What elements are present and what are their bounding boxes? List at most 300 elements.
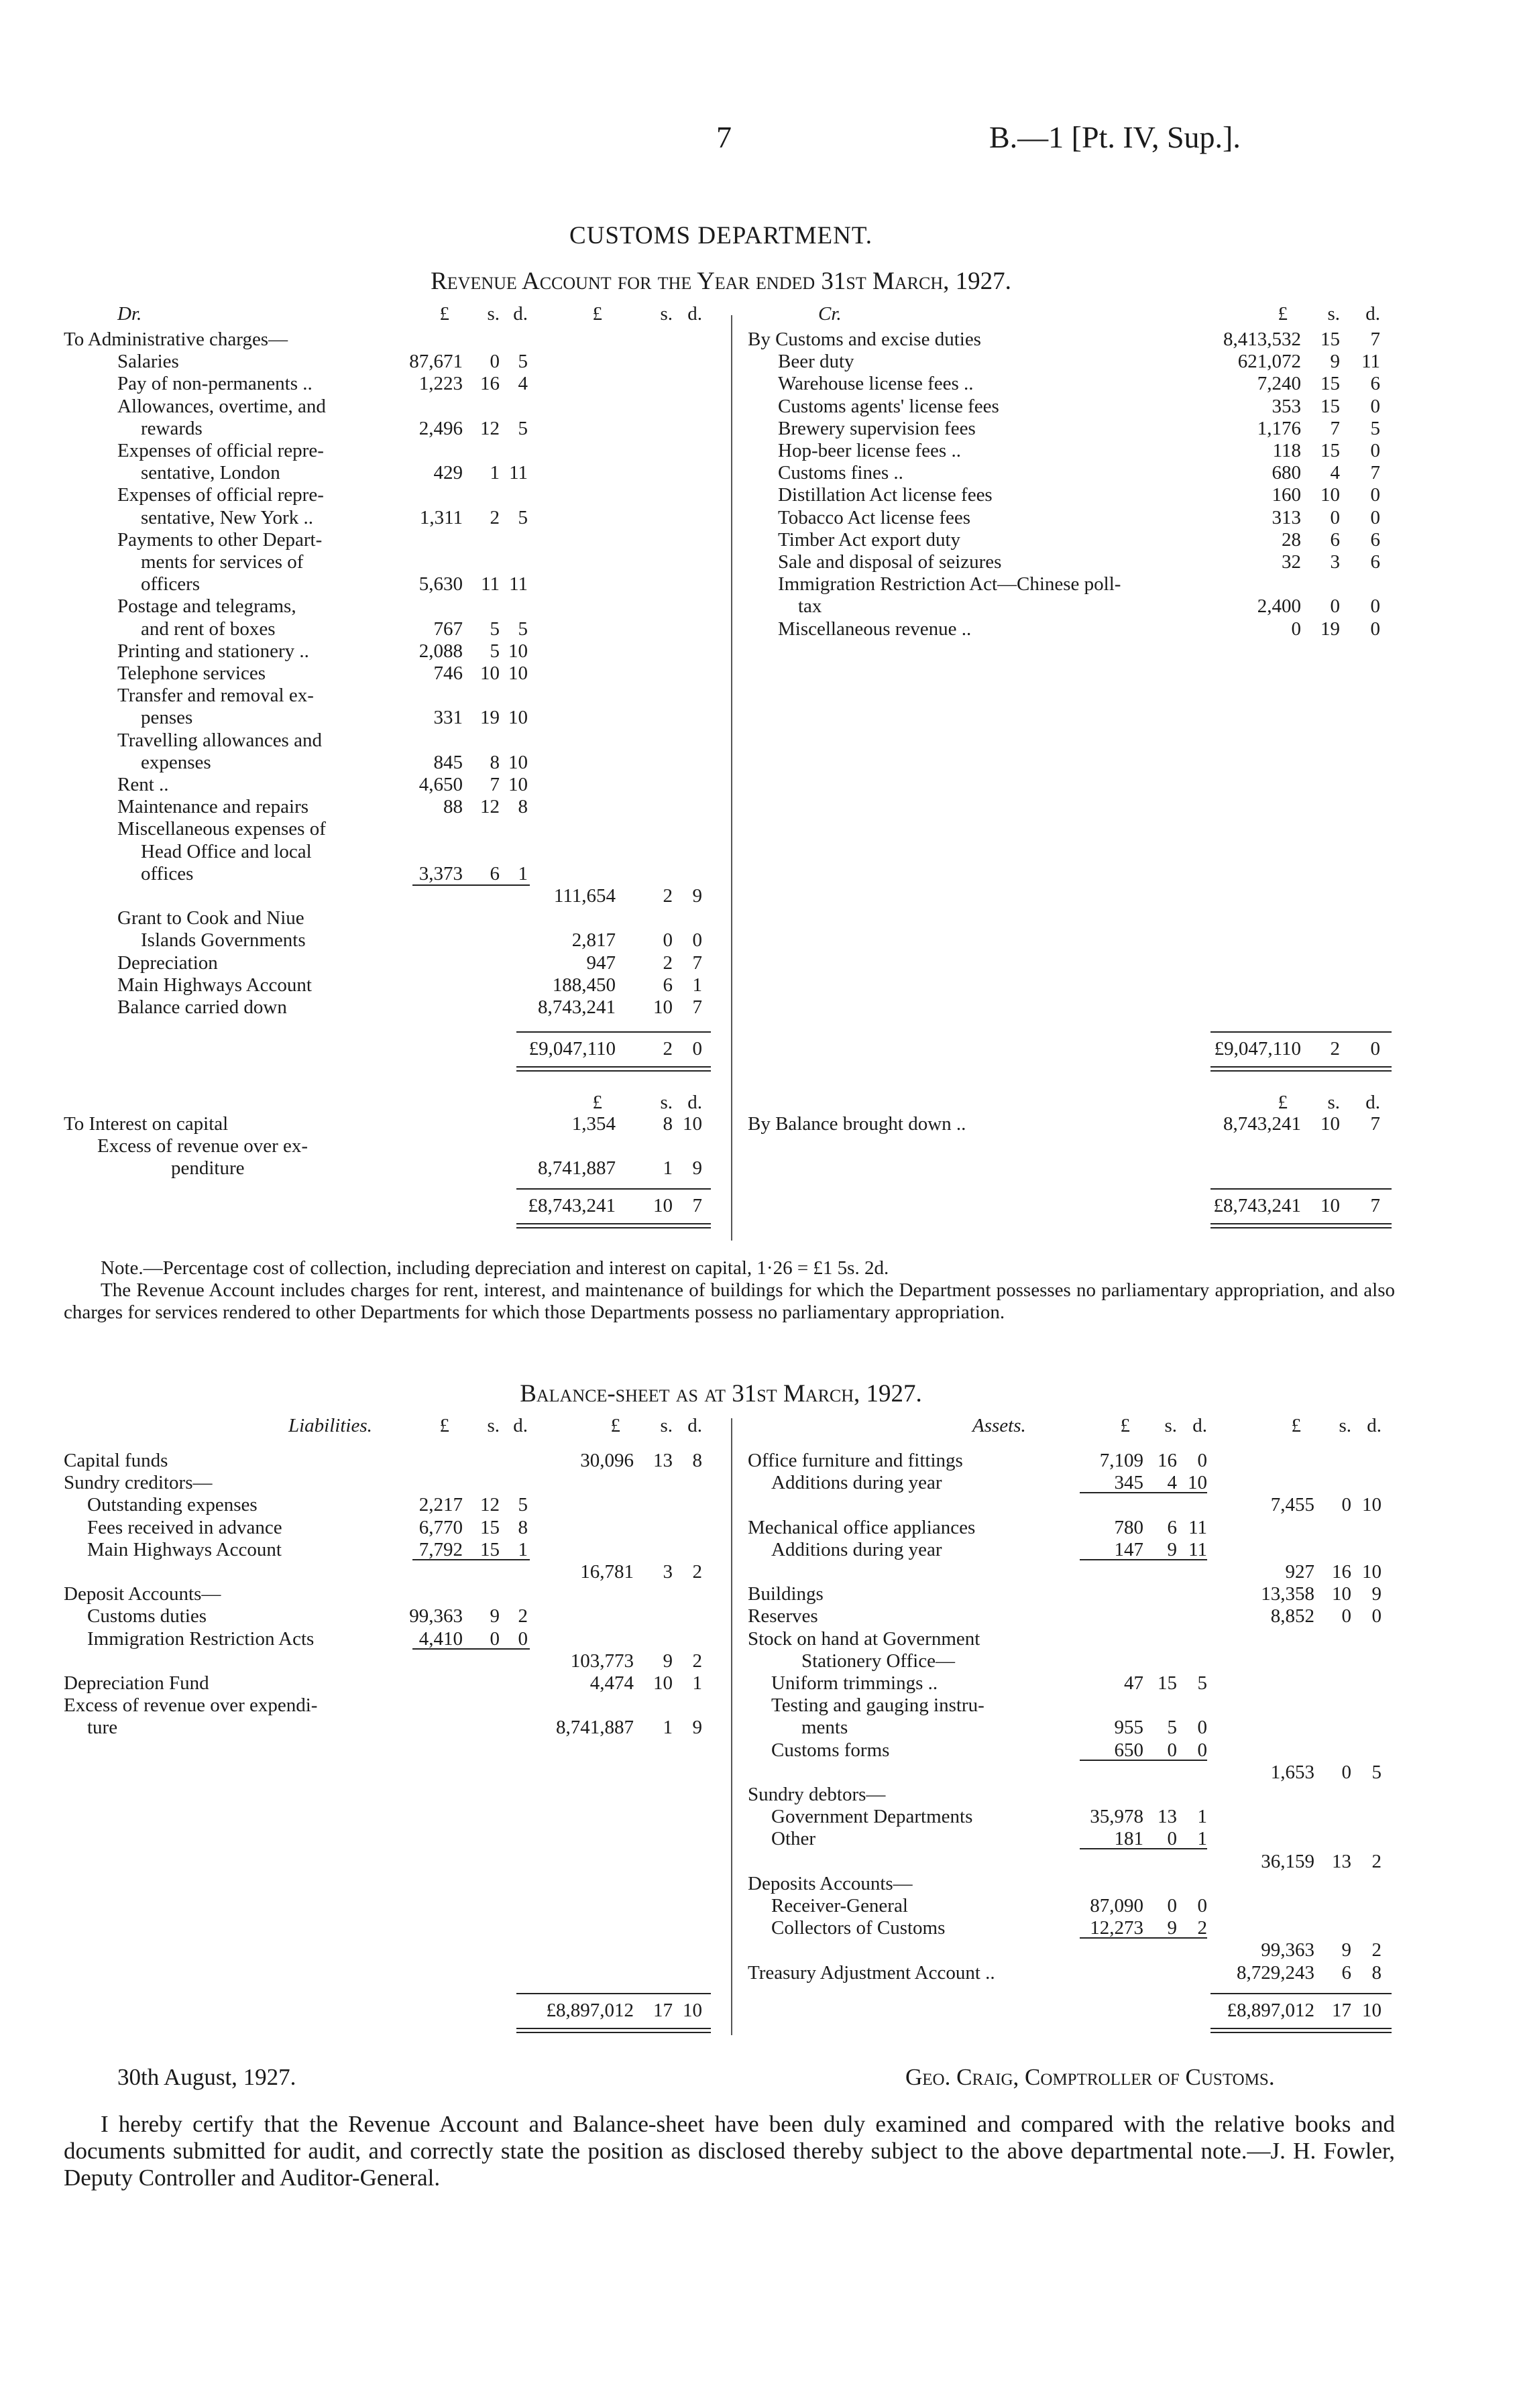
dr-outer-shillings: 6 — [663, 974, 673, 996]
asset-label: Stock on hand at Government — [748, 1627, 980, 1650]
dr2-d-head: d. — [687, 1092, 702, 1113]
dr-label: sentative, New York .. — [141, 506, 313, 528]
dr-inner-pence: 10 — [508, 707, 528, 729]
dr-label: Printing and stationery .. — [117, 640, 309, 662]
asset-label: Reserves — [748, 1605, 818, 1627]
liab-outer-shillings: 13 — [653, 1450, 673, 1471]
dr2-s-head: s. — [660, 1092, 673, 1113]
asset-outer-amount: 13,358 — [1261, 1583, 1314, 1605]
department-title: CUSTOMS DEPARTMENT. — [569, 222, 872, 249]
dr-label: ments for services of — [141, 551, 304, 573]
cr-inner-shillings: 6 — [1330, 528, 1340, 551]
cr-inner-shillings: 0 — [1330, 595, 1340, 618]
cr-inner-amount: 621,072 — [1237, 351, 1301, 373]
liab-label: Sundry creditors— — [64, 1472, 213, 1494]
asset-inner-amount: 12,273 — [1090, 1917, 1143, 1939]
asset-outer-amount: 7,455 — [1270, 1494, 1314, 1516]
asset-outer-amount: 36,159 — [1261, 1850, 1314, 1872]
dr-outer-pence: 7 — [692, 996, 702, 1018]
asset-outer-shillings: 10 — [1332, 1583, 1351, 1605]
cr-label: Distillation Act license fees — [778, 484, 993, 506]
cr-inner-amount: 8,413,532 — [1223, 329, 1301, 350]
asset-label: Other — [771, 1828, 816, 1850]
liab-inner-pence: 0 — [518, 1627, 528, 1650]
liab-inner-shillings: 9 — [490, 1605, 500, 1627]
asset-inner-pence: 0 — [1197, 1895, 1207, 1916]
cr-inner-amount: 160 — [1272, 484, 1301, 506]
asset-outer-amount: 1,653 — [1270, 1761, 1314, 1783]
liab-outer-pence: 2 — [692, 1650, 702, 1672]
liab-inner-amount: 2,217 — [418, 1494, 463, 1516]
cr-label: Immigration Restriction Act—Chinese poll- — [778, 573, 1121, 595]
cr-label: Cr. — [818, 303, 842, 325]
dr-inner-amount: 2,496 — [418, 417, 463, 439]
dr-label: Rent .. — [117, 774, 169, 795]
cr-inner-pence: 0 — [1370, 506, 1380, 528]
dr-inner-pence: 10 — [508, 663, 528, 684]
asset-inner-amount: 47 — [1124, 1672, 1143, 1694]
dr-label: penses — [141, 707, 193, 729]
dr-inner-amount: 429 — [433, 462, 463, 484]
dr-inner-pence: 1 — [518, 862, 528, 884]
asset-inner-pence: 1 — [1197, 1806, 1207, 1828]
cr-inner-shillings: 9 — [1330, 351, 1340, 373]
liab-outer-amount: 8,741,887 — [556, 1717, 634, 1739]
revenue-account-title: Revenue Account for the Year ended 31st March, 1927. — [431, 268, 1011, 295]
asset-outer-s-head: s. — [1339, 1415, 1351, 1436]
liab-outer-amount: 4,474 — [589, 1672, 634, 1694]
asset-inner-shillings: 0 — [1167, 1739, 1177, 1761]
cr-inner-shillings: 15 — [1320, 395, 1340, 417]
dr-inner-amount: 1,311 — [419, 506, 463, 528]
asset-inner-pence: 2 — [1197, 1917, 1207, 1939]
dr-label: Miscellaneous expenses of — [117, 818, 326, 840]
cr-inner-shillings: 15 — [1320, 329, 1340, 350]
liab-total-rule-top — [516, 1993, 711, 1994]
asset-inner-amount: 147 — [1114, 1538, 1143, 1560]
asset-inner-pence: 11 — [1188, 1516, 1207, 1538]
cr-inner-shillings: 19 — [1320, 618, 1340, 640]
liab-outer-pence: 1 — [692, 1672, 702, 1694]
cr2-d-head: d. — [1365, 1092, 1380, 1113]
cr-total-rule-top — [1210, 1031, 1392, 1033]
dr-label: Telephone services — [117, 663, 266, 684]
cr2-label: By Balance brought down .. — [748, 1113, 966, 1135]
liab-inner-pence: 1 — [518, 1538, 528, 1560]
liab-outer-shillings: 9 — [663, 1650, 673, 1672]
cr-inner-pence: 0 — [1370, 484, 1380, 506]
asset-label: Receiver-General — [771, 1895, 908, 1916]
dr-outer-shillings: 0 — [663, 929, 673, 952]
asset-outer-pence: 0 — [1371, 1605, 1382, 1627]
dr-label: Pay of non-permanents .. — [117, 373, 313, 395]
asset-inner-pence: 5 — [1197, 1672, 1207, 1694]
dr2-pound-head: £ — [592, 1092, 602, 1113]
cr-inner-pence: 6 — [1370, 551, 1380, 573]
cr-inner-shillings: 15 — [1320, 440, 1340, 461]
liab-outer-shillings: 1 — [663, 1717, 673, 1739]
liab-outer-amount: 30,096 — [580, 1450, 634, 1471]
dr-inner-amount: 3,373 — [418, 862, 463, 884]
asset-inner-shillings: 0 — [1167, 1895, 1177, 1916]
dr2-inner-pence: 9 — [692, 1157, 702, 1180]
asset-outer-pound-head: £ — [1291, 1415, 1301, 1436]
dr-inner-shillings: 12 — [480, 796, 500, 818]
liab-label: ture — [87, 1717, 118, 1739]
dr-inner-shillings: 11 — [481, 573, 500, 595]
dr-label: rewards — [141, 417, 203, 439]
dr-outer-amount: 2,817 — [571, 929, 616, 952]
dr-inner-amount: 87,671 — [409, 351, 463, 373]
cr-label: tax — [798, 595, 822, 618]
cr-label: Sale and disposal of seizures — [778, 551, 1002, 573]
cr-inner-shillings: 3 — [1330, 551, 1340, 573]
liab-inner-pound-head: £ — [439, 1415, 449, 1436]
dr2-inner-shillings: 8 — [663, 1113, 673, 1135]
asset-rule-4 — [1080, 1848, 1207, 1849]
signatory: Geo. Craig, Comptroller of Customs. — [905, 2064, 1275, 2090]
dr2-total-rule-bottom — [516, 1223, 711, 1224]
cr-label: Timber Act export duty — [778, 528, 961, 551]
dr-inner-amount: 767 — [433, 618, 463, 640]
cr-inner-pence: 6 — [1370, 373, 1380, 395]
dr-outer-s-head: s. — [660, 303, 673, 325]
dr-inner-pence: 5 — [518, 618, 528, 640]
liab-inner-amount: 7,792 — [418, 1538, 463, 1560]
asset-inner-amount: 345 — [1114, 1472, 1143, 1494]
asset-outer-amount: 927 — [1285, 1561, 1314, 1583]
asset-inner-amount: 181 — [1114, 1828, 1143, 1850]
cr-label: By Customs and excise duties — [748, 329, 981, 350]
dr-outer-shillings: 10 — [653, 996, 673, 1018]
cr-label: Beer duty — [778, 351, 854, 373]
signature-date: 30th August, 1927. — [117, 2064, 296, 2090]
asset-label: Office furniture and fittings — [748, 1450, 963, 1471]
dr2-total-pence: 7 — [692, 1195, 702, 1216]
dr-outer-pence: 9 — [692, 885, 702, 907]
asset-outer-pence: 10 — [1362, 1561, 1382, 1583]
dr2-label: Excess of revenue over ex- — [97, 1135, 308, 1157]
liab-inner-d-head: d. — [513, 1415, 528, 1436]
dr2-total-shillings: 10 — [653, 1195, 673, 1216]
dr-inner-pence: 5 — [518, 417, 528, 439]
liab-outer-shillings: 10 — [653, 1672, 673, 1694]
dr-inner-pence: 8 — [518, 796, 528, 818]
dr-label: Main Highways Account — [117, 974, 312, 996]
dr-total-rule-bottom — [516, 1066, 711, 1068]
dr-inner-shillings: 0 — [490, 351, 500, 373]
asset-label: ments — [801, 1717, 848, 1739]
asset-outer-shillings: 13 — [1332, 1850, 1351, 1872]
dr-inner-pence: 10 — [508, 640, 528, 662]
dr-inner-shillings: 5 — [490, 618, 500, 640]
dr-label: officers — [141, 573, 201, 595]
dr-inner-amount: 5,630 — [418, 573, 463, 595]
asset-outer-shillings: 0 — [1341, 1605, 1351, 1627]
asset-inner-shillings: 5 — [1167, 1717, 1177, 1739]
cr2-amount: 8,743,241 — [1223, 1113, 1301, 1135]
dr-label: Grant to Cook and Niue — [117, 907, 304, 929]
asset-inner-shillings: 13 — [1158, 1806, 1177, 1828]
asset-outer-shillings: 6 — [1341, 1961, 1351, 1984]
dr-outer-amount: 8,743,241 — [538, 996, 616, 1018]
dr-label: Allowances, overtime, and — [117, 395, 326, 417]
dr2-label: penditure — [171, 1157, 245, 1180]
asset-outer-pence: 5 — [1371, 1761, 1382, 1783]
dr-inner-pence: 10 — [508, 751, 528, 773]
dr-label: Expenses of official repre- — [117, 484, 324, 506]
asset-label: Deposits Accounts— — [748, 1872, 913, 1894]
dr-inner-shillings: 19 — [480, 707, 500, 729]
note-line2: The Revenue Account includes charges for rent, interest, and maintenance of buildings for which the Department possesses no parliamentary appropriation, and also charges for services rendered to other Departments for which those Departments possess no parliamentary appropriation. — [64, 1279, 1395, 1323]
cr2-total-rule-bottom2 — [1210, 1227, 1392, 1228]
asset-inner-pence: 1 — [1197, 1828, 1207, 1850]
assets-label: Assets. — [972, 1415, 1026, 1436]
note-line1: Note.—Percentage cost of collection, including depreciation and interest on capital, 1·26 = £1 5s. 2d. — [101, 1257, 889, 1279]
cr-inner-pence: 11 — [1361, 351, 1380, 373]
cr-inner-shillings: 7 — [1330, 417, 1340, 439]
liab-inner-shillings: 0 — [490, 1627, 500, 1650]
asset-label: Testing and gauging instru- — [771, 1695, 984, 1717]
asset-inner-shillings: 0 — [1167, 1828, 1177, 1850]
dr-inner-pence: 10 — [508, 774, 528, 795]
dr-outer-amount: 111,654 — [553, 885, 616, 907]
asset-inner-pence: 0 — [1197, 1739, 1207, 1761]
liab-label: Fees received in advance — [87, 1516, 282, 1538]
cr2-total-amount: £8,743,241 — [1213, 1195, 1301, 1216]
dr-inner-s-head: s. — [487, 303, 500, 325]
cr-label: Hop-beer license fees .. — [778, 440, 961, 461]
asset-label: Additions during year — [771, 1472, 942, 1494]
asset-label: Buildings — [748, 1583, 824, 1605]
liab-inner-shillings: 12 — [480, 1494, 500, 1516]
dr-label: Expenses of official repre- — [117, 440, 324, 461]
dr-inner-amount: 4,650 — [418, 774, 463, 795]
dr-outer-pence: 7 — [692, 952, 702, 974]
dr-label: sentative, London — [141, 462, 280, 484]
liab-total-rule-bottom2 — [516, 2032, 711, 2033]
asset-inner-amount: 650 — [1114, 1739, 1143, 1761]
liab-rule-1 — [412, 1559, 530, 1560]
cr-inner-pence: 0 — [1370, 395, 1380, 417]
cr-label: Brewery supervision fees — [778, 417, 976, 439]
dr-inner-pence: 4 — [518, 373, 528, 395]
asset-total-rule-bottom — [1210, 2028, 1392, 2029]
asset-outer-pence: 2 — [1371, 1939, 1382, 1961]
liab-label: Excess of revenue over expendi- — [64, 1695, 318, 1717]
cr-inner-shillings: 4 — [1330, 462, 1340, 484]
cr-inner-shillings: 10 — [1320, 484, 1340, 506]
dr-inner-d-head: d. — [513, 303, 528, 325]
dr-total-rule-top — [516, 1031, 711, 1033]
dr2-total-rule-bottom2 — [516, 1227, 711, 1228]
asset-label: Additions during year — [771, 1538, 942, 1560]
liab-total-pence: 10 — [683, 2000, 702, 2021]
liab-outer-pence: 8 — [692, 1450, 702, 1471]
dr-inner-shillings: 8 — [490, 751, 500, 773]
dr-inner-pound-head: £ — [439, 303, 449, 325]
dr-total-amount: £9,047,110 — [528, 1038, 616, 1059]
dr-outer-pound-head: £ — [592, 303, 602, 325]
dr-label: Dr. — [117, 303, 142, 325]
asset-inner-pound-head: £ — [1120, 1415, 1130, 1436]
dr-subtotal-rule — [412, 884, 530, 886]
asset-outer-pence: 10 — [1362, 1494, 1382, 1516]
asset-label: Treasury Adjustment Account .. — [748, 1961, 995, 1984]
cr-label: Tobacco Act license fees — [778, 506, 971, 528]
dr-outer-shillings: 2 — [663, 952, 673, 974]
cr-inner-pence: 7 — [1370, 329, 1380, 350]
page-number: 7 — [716, 120, 732, 154]
dr-outer-amount: 188,450 — [552, 974, 616, 996]
asset-label: Customs forms — [771, 1739, 890, 1761]
asset-rule-1 — [1080, 1492, 1207, 1493]
dr2-inner-amount: 1,354 — [571, 1113, 616, 1135]
dr-label: Maintenance and repairs — [117, 796, 309, 818]
dr-label: offices — [141, 862, 194, 884]
dr-inner-shillings: 10 — [480, 663, 500, 684]
asset-rule-3 — [1080, 1760, 1207, 1761]
dr-inner-shillings: 2 — [490, 506, 500, 528]
cr-total-shillings: 2 — [1330, 1038, 1340, 1059]
asset-outer-shillings: 9 — [1341, 1939, 1351, 1961]
dr-inner-pence: 11 — [509, 462, 528, 484]
cr-inner-amount: 2,400 — [1257, 595, 1301, 618]
cr-total-pence: 0 — [1370, 1038, 1380, 1059]
asset-outer-shillings: 0 — [1341, 1494, 1351, 1516]
balance-column-divider — [731, 1418, 732, 2035]
dr-inner-amount: 746 — [433, 663, 463, 684]
asset-inner-amount: 87,090 — [1090, 1895, 1143, 1916]
dr-label: Depreciation — [117, 952, 218, 974]
liab-label: Capital funds — [64, 1450, 168, 1471]
dr-inner-amount: 331 — [433, 707, 463, 729]
dr-inner-amount: 88 — [443, 796, 463, 818]
dr-label: Payments to other Depart- — [117, 528, 323, 551]
asset-total-rule-bottom2 — [1210, 2032, 1392, 2033]
liab-inner-amount: 4,410 — [418, 1627, 463, 1650]
cr-s-head: s. — [1327, 303, 1340, 325]
liab-inner-pence: 8 — [518, 1516, 528, 1538]
cr-inner-pence: 5 — [1370, 417, 1380, 439]
audit-certificate: I hereby certify that the Revenue Account and Balance-sheet have been duly examined and compared with the relative books and documents submitted for audit, and correctly state the position as disclosed thereby subject to the above departmental note.—J. H. Fowler, Deputy Controller and Auditor-General. — [64, 2111, 1395, 2191]
dr2-total-rule-top — [516, 1188, 711, 1190]
dr-inner-pence: 5 — [518, 506, 528, 528]
liab-label: Outstanding expenses — [87, 1494, 258, 1516]
liab-outer-s-head: s. — [660, 1415, 673, 1436]
dr-outer-d-head: d. — [687, 303, 702, 325]
asset-label: Collectors of Customs — [771, 1917, 946, 1939]
cr2-total-pence: 7 — [1370, 1195, 1380, 1216]
asset-total-rule-top — [1210, 1993, 1392, 1994]
cr-inner-amount: 28 — [1282, 528, 1301, 551]
asset-total-shillings: 17 — [1332, 2000, 1351, 2021]
cr-label: Customs fines .. — [778, 462, 903, 484]
asset-rule-5 — [1080, 1937, 1207, 1939]
asset-label: Sundry debtors— — [748, 1784, 886, 1805]
dr-total-shillings: 2 — [663, 1038, 673, 1059]
asset-inner-shillings: 15 — [1158, 1672, 1177, 1694]
dr-outer-pence: 1 — [692, 974, 702, 996]
asset-outer-shillings: 0 — [1341, 1761, 1351, 1783]
asset-label: Government Departments — [771, 1806, 973, 1828]
dr-inner-amount: 2,088 — [418, 640, 463, 662]
asset-outer-amount: 99,363 — [1261, 1939, 1314, 1961]
asset-inner-s-head: s. — [1164, 1415, 1177, 1436]
liab-inner-shillings: 15 — [480, 1538, 500, 1560]
asset-outer-pence: 8 — [1371, 1961, 1382, 1984]
asset-inner-amount: 7,109 — [1099, 1450, 1143, 1471]
dr-total-pence: 0 — [692, 1038, 702, 1059]
cr2-total-rule-bottom — [1210, 1223, 1392, 1224]
liab-label: Depreciation Fund — [64, 1672, 209, 1694]
asset-inner-pence: 10 — [1188, 1472, 1207, 1494]
asset-total-amount: £8,897,012 — [1227, 2000, 1314, 2021]
revenue-column-divider — [731, 315, 732, 1241]
balance-sheet-title: Balance-sheet as at 31st March, 1927. — [520, 1380, 922, 1408]
dr-outer-shillings: 2 — [663, 885, 673, 907]
liab-inner-shillings: 15 — [480, 1516, 500, 1538]
dr-label: and rent of boxes — [141, 618, 276, 640]
cr-inner-amount: 1,176 — [1257, 417, 1301, 439]
cr-inner-amount: 353 — [1272, 395, 1301, 417]
dr-inner-shillings: 5 — [490, 640, 500, 662]
liab-outer-amount: 16,781 — [580, 1561, 634, 1583]
cr-inner-pence: 6 — [1370, 528, 1380, 551]
dr2-total-amount: £8,743,241 — [528, 1195, 616, 1216]
asset-outer-shillings: 16 — [1332, 1561, 1351, 1583]
asset-label: Mechanical office appliances — [748, 1516, 976, 1538]
cr-inner-amount: 680 — [1272, 462, 1301, 484]
cr-inner-amount: 32 — [1282, 551, 1301, 573]
dr-inner-amount: 845 — [433, 751, 463, 773]
asset-inner-shillings: 4 — [1167, 1472, 1177, 1494]
asset-inner-amount: 780 — [1114, 1516, 1143, 1538]
asset-inner-d-head: d. — [1192, 1415, 1207, 1436]
asset-outer-amount: 8,852 — [1270, 1605, 1314, 1627]
dr-label: expenses — [141, 751, 211, 773]
dr-label: Head Office and local — [141, 840, 312, 862]
dr-inner-shillings: 16 — [480, 373, 500, 395]
cr-inner-amount: 118 — [1272, 440, 1301, 461]
dr2-label: To Interest on capital — [64, 1113, 229, 1135]
document-reference: B.—1 [Pt. IV, Sup.]. — [989, 120, 1241, 154]
asset-inner-amount: 955 — [1114, 1717, 1143, 1739]
dr-label: Islands Governments — [141, 929, 306, 952]
dr-label: Salaries — [117, 351, 179, 373]
liab-label: Customs duties — [87, 1605, 207, 1627]
dr-inner-pence: 11 — [509, 573, 528, 595]
dr-inner-shillings: 7 — [490, 774, 500, 795]
liab-outer-shillings: 3 — [663, 1561, 673, 1583]
liab-rule-2 — [412, 1648, 530, 1650]
dr-inner-amount: 1,223 — [418, 373, 463, 395]
cr2-total-shillings: 10 — [1320, 1195, 1340, 1216]
liab-inner-amount: 6,770 — [418, 1516, 463, 1538]
asset-inner-pence: 0 — [1197, 1450, 1207, 1471]
cr2-pound-head: £ — [1278, 1092, 1288, 1113]
cr-inner-shillings: 15 — [1320, 373, 1340, 395]
liab-total-amount: £8,897,012 — [546, 2000, 634, 2021]
liab-inner-pence: 5 — [518, 1494, 528, 1516]
cr-inner-pence: 7 — [1370, 462, 1380, 484]
asset-inner-pence: 0 — [1197, 1717, 1207, 1739]
dr-outer-amount: 947 — [586, 952, 616, 974]
asset-label: Stationery Office— — [801, 1650, 955, 1672]
asset-outer-pence: 2 — [1371, 1850, 1382, 1872]
asset-inner-shillings: 16 — [1158, 1450, 1177, 1471]
dr-label: Transfer and removal ex- — [117, 685, 314, 707]
